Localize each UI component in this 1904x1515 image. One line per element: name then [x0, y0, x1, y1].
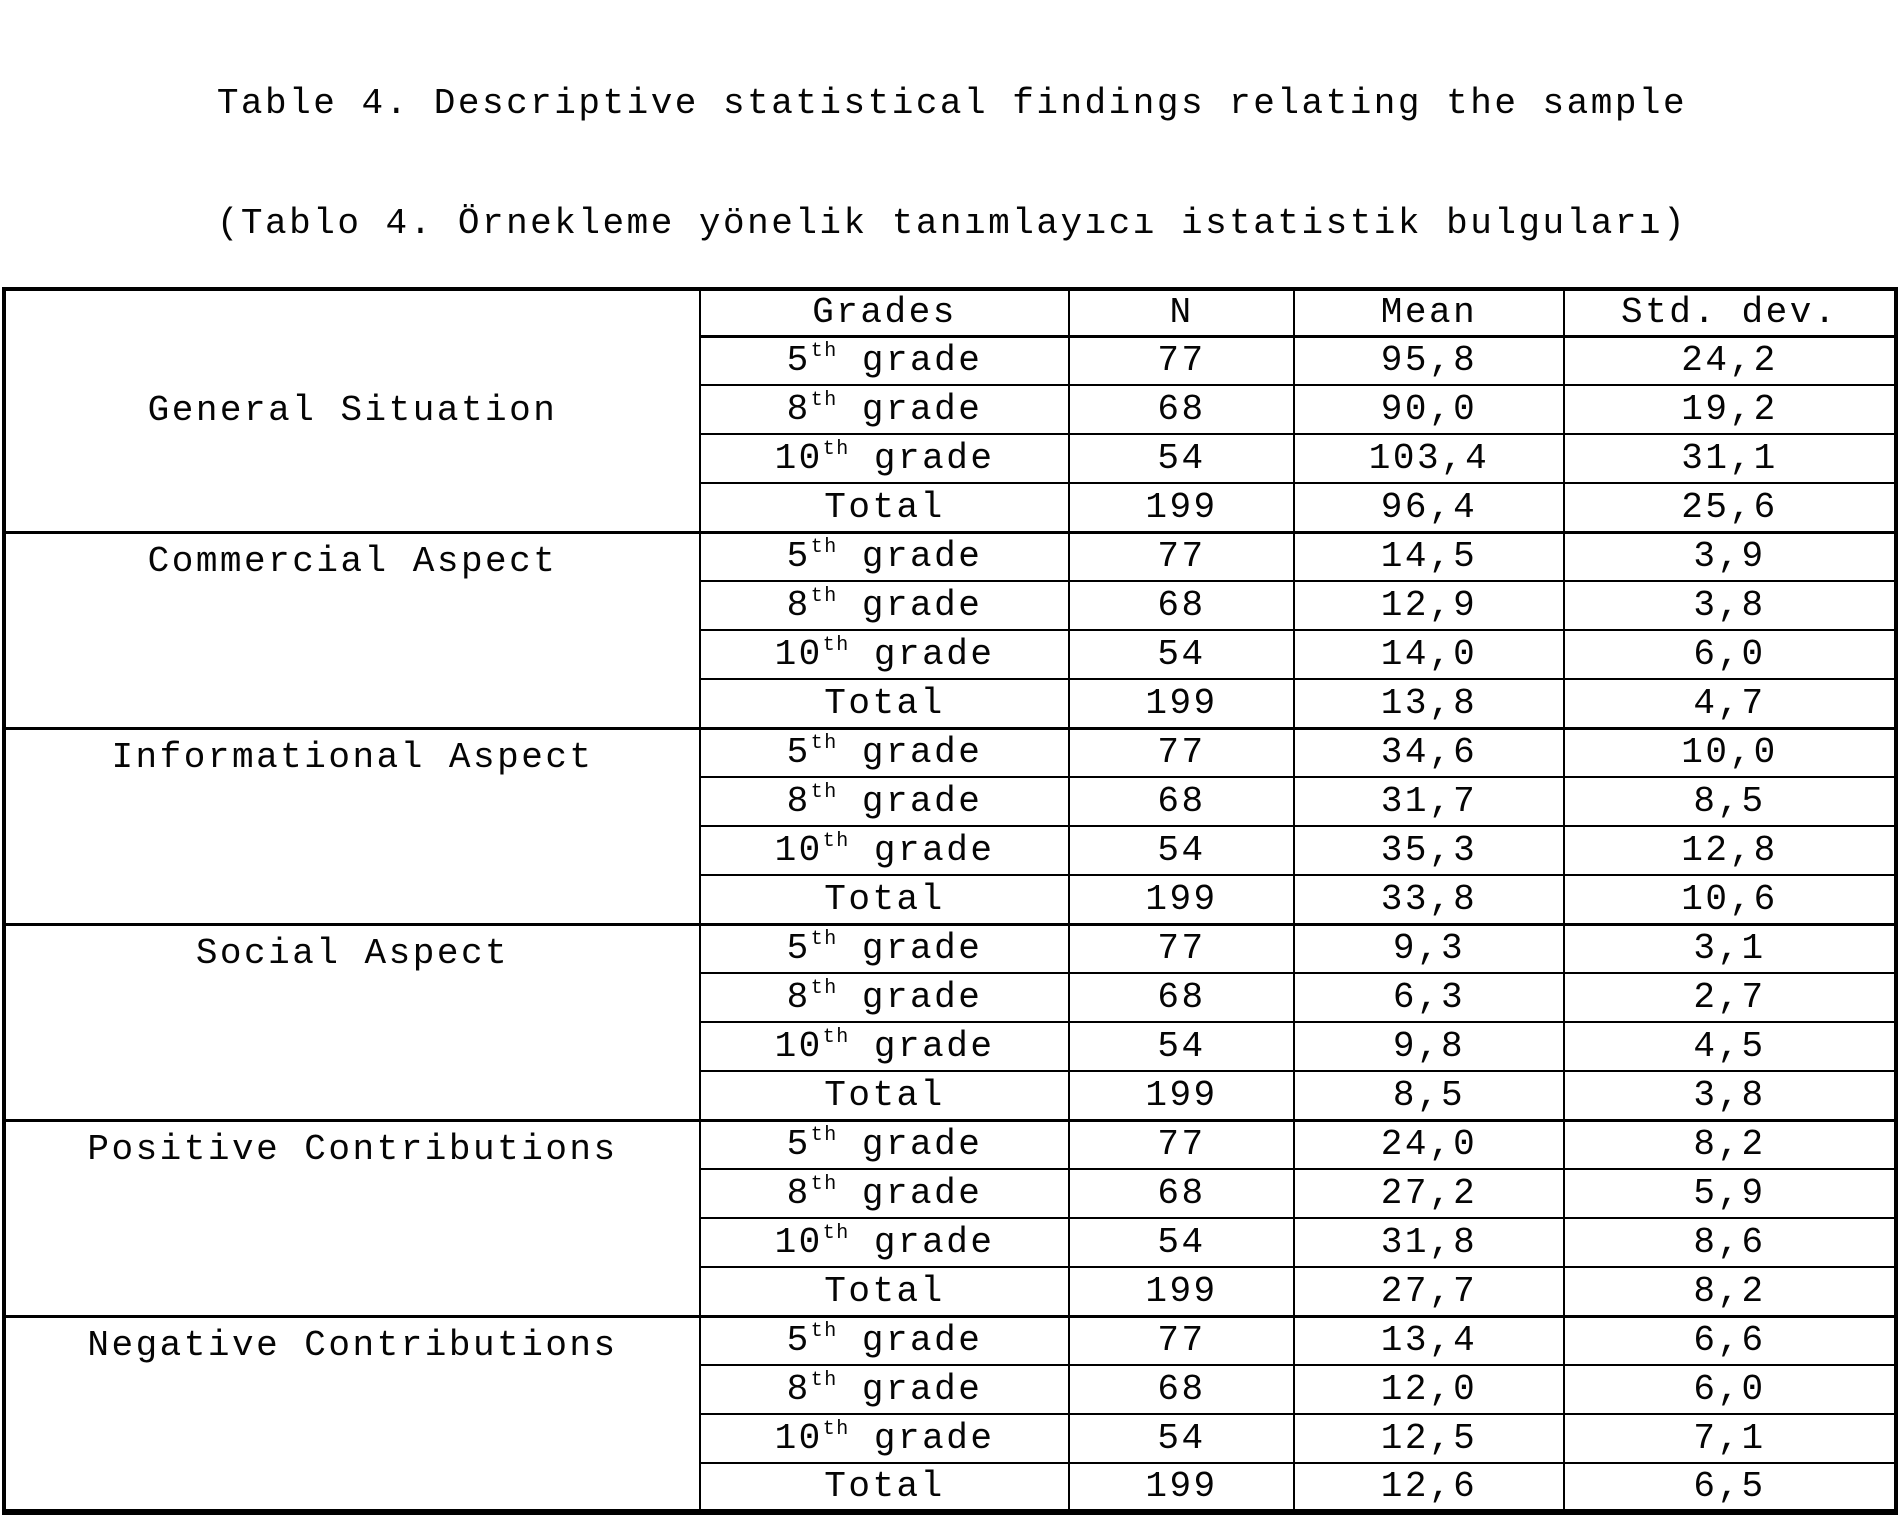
grade-cell	[700, 483, 1069, 532]
n-cell: 68	[1069, 777, 1294, 826]
std-cell: 8,2	[1564, 1267, 1896, 1316]
mean-cell: 24,0	[1294, 1120, 1564, 1169]
grade-cell	[700, 581, 1069, 630]
grade-text: 8	[786, 389, 811, 430]
std-cell: 7,1	[1564, 1414, 1896, 1463]
std-cell: 19,2	[1564, 385, 1896, 434]
grade-text: Total	[824, 878, 945, 920]
n-cell: 77	[1069, 728, 1294, 777]
grade-text: 10	[774, 830, 823, 871]
table-row	[4, 728, 1896, 777]
grade-superscript: th	[810, 585, 838, 608]
grade-text: 10	[774, 1222, 823, 1263]
grade-cell	[700, 679, 1069, 728]
grade-text-rest: grade	[849, 634, 995, 675]
std-cell: 31,1	[1564, 434, 1896, 483]
std-cell: 4,7	[1564, 679, 1896, 728]
header-row	[4, 289, 1896, 336]
mean-cell: 12,0	[1294, 1365, 1564, 1414]
grade-cell	[700, 1022, 1069, 1071]
grade-superscript: th	[810, 928, 838, 952]
group-label: General Situation	[147, 390, 558, 432]
n-cell: 54	[1069, 630, 1294, 679]
n-cell: 68	[1069, 1365, 1294, 1414]
n-cell: 54	[1069, 434, 1294, 483]
grade-superscript: th	[810, 1124, 838, 1148]
grade-text-rest: grade	[837, 928, 983, 970]
grade-text: Total	[824, 1466, 945, 1507]
group-label: Informational Aspect	[111, 736, 594, 778]
group-label: Commercial Aspect	[147, 540, 558, 582]
group-label-cell	[4, 1120, 700, 1316]
table-caption-en: Table 4. Descriptive statistical findings relating the sample	[216, 83, 1688, 124]
table-caption-tr: (Tablo 4. Örnekleme yönelik tanımlayıcı istatistik bulguları)	[216, 203, 1688, 244]
n-cell: 199	[1069, 1463, 1294, 1512]
grade-text-rest: grade	[837, 977, 983, 1018]
grade-text: 8	[786, 1369, 811, 1410]
stats-table	[2, 287, 1898, 1515]
grade-text: 8	[786, 781, 811, 822]
grade-text-rest: grade	[837, 732, 983, 774]
grade-cell	[700, 826, 1069, 875]
std-cell: 4,5	[1564, 1022, 1896, 1071]
grade-superscript: th	[810, 340, 838, 364]
grade-text: Total	[824, 682, 945, 724]
grade-superscript: th	[810, 977, 838, 1000]
mean-cell: 9,8	[1294, 1022, 1564, 1071]
grade-text-rest: grade	[837, 389, 983, 430]
mean-cell: 103,4	[1294, 434, 1564, 483]
n-cell: 199	[1069, 483, 1294, 532]
std-cell: 6,6	[1564, 1316, 1896, 1365]
std-cell: 24,2	[1564, 336, 1896, 385]
grade-text-rest: grade	[837, 340, 983, 382]
n-cell: 77	[1069, 924, 1294, 973]
grade-cell	[700, 1218, 1069, 1267]
grade-superscript: th	[810, 732, 838, 756]
grade-cell	[700, 875, 1069, 924]
grade-cell	[700, 385, 1069, 434]
grade-superscript: th	[822, 1418, 850, 1441]
grade-text-rest: grade	[849, 438, 995, 479]
mean-cell: 12,9	[1294, 581, 1564, 630]
n-cell: 77	[1069, 532, 1294, 581]
grade-text: 5	[786, 732, 811, 774]
mean-cell: 35,3	[1294, 826, 1564, 875]
grade-cell	[700, 1316, 1069, 1365]
n-cell: 54	[1069, 1022, 1294, 1071]
std-cell: 8,2	[1564, 1120, 1896, 1169]
std-cell: 6,0	[1564, 630, 1896, 679]
std-cell: 10,0	[1564, 728, 1896, 777]
grade-cell	[700, 1267, 1069, 1316]
mean-cell: 95,8	[1294, 336, 1564, 385]
header-grades: Grades	[700, 289, 1069, 336]
grade-superscript: th	[822, 830, 850, 853]
mean-cell: 31,7	[1294, 777, 1564, 826]
grade-cell	[700, 1414, 1069, 1463]
grade-superscript: th	[822, 438, 850, 461]
grade-cell	[700, 532, 1069, 581]
grade-text: 10	[774, 634, 823, 675]
grade-superscript: th	[822, 634, 850, 657]
grade-text-rest: grade	[837, 1369, 983, 1410]
grade-cell	[700, 728, 1069, 777]
std-cell: 5,9	[1564, 1169, 1896, 1218]
table-row	[4, 1316, 1896, 1365]
std-cell: 10,6	[1564, 875, 1896, 924]
grade-superscript: th	[810, 1173, 838, 1196]
table-row	[4, 924, 1896, 973]
mean-cell: 27,7	[1294, 1267, 1564, 1316]
grade-cell	[700, 336, 1069, 385]
grade-text-rest: grade	[837, 781, 983, 822]
n-cell: 199	[1069, 679, 1294, 728]
table-row	[4, 1120, 1896, 1169]
grade-cell	[700, 1071, 1069, 1120]
grade-text: Total	[824, 1074, 945, 1116]
std-cell: 6,5	[1564, 1463, 1896, 1512]
std-cell: 12,8	[1564, 826, 1896, 875]
std-cell: 25,6	[1564, 483, 1896, 532]
mean-cell: 14,0	[1294, 630, 1564, 679]
grade-text: 8	[786, 977, 811, 1018]
std-cell: 8,5	[1564, 777, 1896, 826]
n-cell: 77	[1069, 1120, 1294, 1169]
n-cell: 77	[1069, 1316, 1294, 1365]
grade-superscript: th	[810, 536, 838, 560]
mean-cell: 9,3	[1294, 924, 1564, 973]
grade-text: 10	[774, 1026, 823, 1067]
n-cell: 77	[1069, 336, 1294, 385]
grade-text-rest: grade	[837, 1124, 983, 1166]
grade-superscript: th	[822, 1026, 850, 1049]
grade-text-rest: grade	[837, 585, 983, 626]
std-cell: 3,1	[1564, 924, 1896, 973]
grade-text-rest: grade	[849, 1026, 995, 1067]
group-label: Positive Contributions	[87, 1128, 618, 1170]
grade-cell	[700, 924, 1069, 973]
mean-cell: 31,8	[1294, 1218, 1564, 1267]
grade-text-rest: grade	[849, 1222, 995, 1263]
mean-cell: 96,4	[1294, 483, 1564, 532]
std-cell: 3,8	[1564, 1071, 1896, 1120]
header-mean: Mean	[1294, 289, 1564, 336]
group-label: Negative Contributions	[87, 1324, 618, 1366]
mean-cell: 13,4	[1294, 1316, 1564, 1365]
mean-cell: 14,5	[1294, 532, 1564, 581]
mean-cell: 6,3	[1294, 973, 1564, 1022]
n-cell: 68	[1069, 385, 1294, 434]
grade-text: 5	[786, 1320, 811, 1362]
std-cell: 8,6	[1564, 1218, 1896, 1267]
mean-cell: 27,2	[1294, 1169, 1564, 1218]
grade-cell	[700, 1463, 1069, 1512]
grade-superscript: th	[810, 389, 838, 412]
grade-cell	[700, 1120, 1069, 1169]
grade-cell	[700, 1169, 1069, 1218]
grade-text-rest: grade	[837, 1320, 983, 1362]
grade-cell	[700, 973, 1069, 1022]
group-label-cell	[4, 289, 700, 532]
mean-cell: 13,8	[1294, 679, 1564, 728]
grade-text-rest: grade	[837, 1173, 983, 1214]
grade-cell	[700, 777, 1069, 826]
grade-superscript: th	[822, 1222, 850, 1245]
group-label-cell	[4, 728, 700, 924]
grade-text: 5	[786, 1124, 811, 1166]
grade-text: 10	[774, 438, 823, 479]
mean-cell: 33,8	[1294, 875, 1564, 924]
grade-text-rest: grade	[849, 830, 995, 871]
mean-cell: 34,6	[1294, 728, 1564, 777]
n-cell: 199	[1069, 1267, 1294, 1316]
std-cell: 2,7	[1564, 973, 1896, 1022]
grade-text: 10	[774, 1418, 823, 1459]
n-cell: 54	[1069, 1218, 1294, 1267]
grade-text: 5	[786, 340, 811, 382]
grade-text: 5	[786, 928, 811, 970]
n-cell: 68	[1069, 973, 1294, 1022]
header-std-dev: Std. dev.	[1564, 289, 1896, 336]
n-cell: 68	[1069, 581, 1294, 630]
mean-cell: 12,5	[1294, 1414, 1564, 1463]
grade-cell	[700, 630, 1069, 679]
table-caption	[0, 0, 1904, 284]
grade-superscript: th	[810, 1369, 838, 1392]
table-row	[4, 532, 1896, 581]
n-cell: 54	[1069, 1414, 1294, 1463]
grade-superscript: th	[810, 1320, 838, 1344]
mean-cell: 90,0	[1294, 385, 1564, 434]
n-cell: 68	[1069, 1169, 1294, 1218]
grade-superscript: th	[810, 781, 838, 804]
header-n: N	[1069, 289, 1294, 336]
group-label-cell	[4, 532, 700, 728]
group-label-cell	[4, 924, 700, 1120]
grade-text: 8	[786, 1173, 811, 1214]
grade-text-rest: grade	[849, 1418, 995, 1459]
mean-cell: 8,5	[1294, 1071, 1564, 1120]
n-cell: 199	[1069, 875, 1294, 924]
grade-text-rest: grade	[837, 536, 983, 578]
grade-text: 8	[786, 585, 811, 626]
group-label-cell	[4, 1316, 700, 1512]
grade-text: 5	[786, 536, 811, 578]
grade-cell	[700, 434, 1069, 483]
std-cell: 6,0	[1564, 1365, 1896, 1414]
n-cell: 199	[1069, 1071, 1294, 1120]
grade-text: Total	[824, 486, 945, 528]
std-cell: 3,8	[1564, 581, 1896, 630]
grade-text: Total	[824, 1270, 945, 1312]
std-cell: 3,9	[1564, 532, 1896, 581]
grade-cell	[700, 1365, 1069, 1414]
group-label: Social Aspect	[195, 932, 510, 974]
n-cell: 54	[1069, 826, 1294, 875]
mean-cell: 12,6	[1294, 1463, 1564, 1512]
